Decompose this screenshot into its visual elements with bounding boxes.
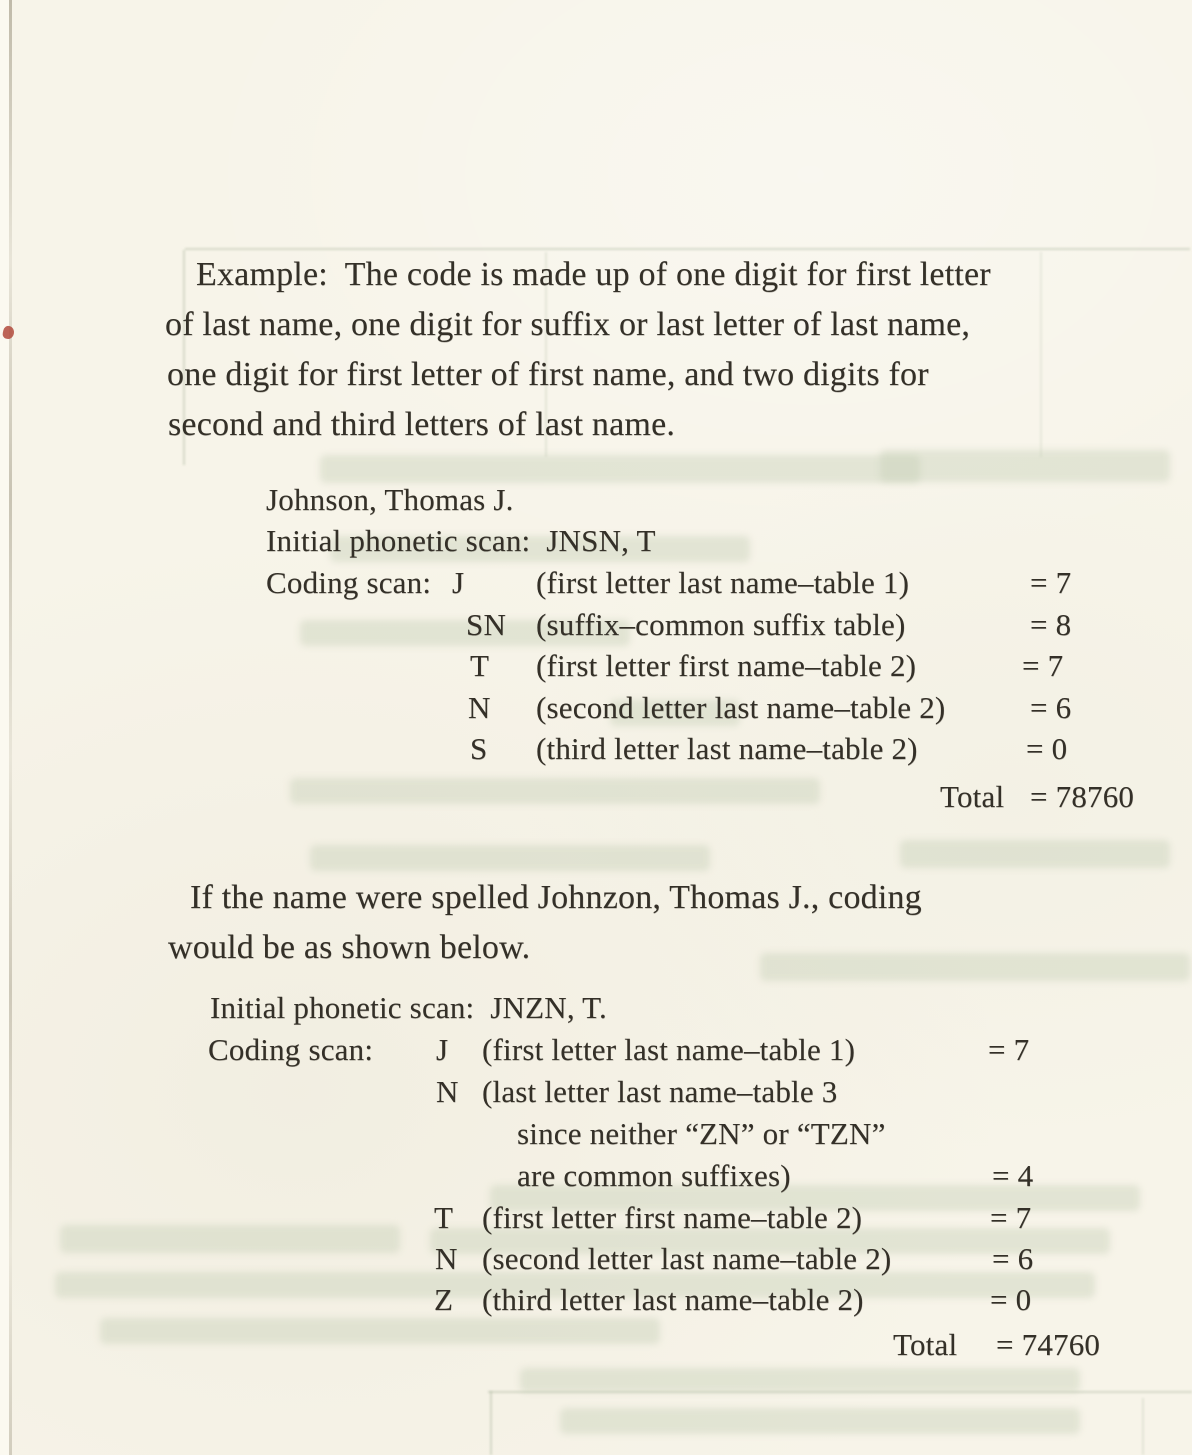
total-label: Total: [940, 779, 1005, 814]
coding-value: = 4: [992, 1158, 1034, 1193]
coding-scan-label: Coding scan:: [208, 1032, 374, 1067]
bleed-through-line: [1040, 252, 1042, 457]
bleed-through-line: [1142, 1398, 1144, 1455]
paragraph-line: one digit for first letter of first name, and two digits for: [167, 356, 929, 393]
bleed-through-text: [760, 953, 1190, 981]
coding-value: = 6: [992, 1241, 1034, 1276]
paragraph-line: of last name, one digit for suffix or last letter of last name,: [165, 306, 971, 343]
coding-value: = 6: [1030, 690, 1072, 725]
coding-letter: S: [470, 731, 488, 766]
coding-desc: (second letter last name–table 2): [482, 1241, 892, 1276]
coding-letter: Z: [434, 1282, 454, 1317]
coding-row: [0, 648, 1192, 688]
coding-desc: are common suffixes): [517, 1158, 791, 1193]
coding-value: = 7: [1030, 565, 1072, 600]
total-row: [0, 779, 1192, 819]
coding-row: [0, 1032, 1192, 1072]
example2-initial-scan: Initial phonetic scan: JNZN, T.: [210, 990, 607, 1025]
red-ink-mark: [2, 325, 15, 340]
coding-row: [0, 690, 1192, 730]
coding-desc: (first letter last name–table 1): [482, 1032, 856, 1067]
total-value: = 78760: [1030, 779, 1135, 814]
coding-value: = 7: [988, 1032, 1030, 1067]
coding-desc: since neither “ZN” or “TZN”: [517, 1116, 886, 1151]
paragraph-line: would be as shown below.: [168, 929, 531, 966]
coding-value: = 0: [990, 1282, 1032, 1317]
coding-letter: N: [436, 1074, 459, 1109]
coding-row: [0, 1241, 1192, 1281]
coding-value: = 7: [1022, 648, 1064, 683]
paragraph-line: If the name were spelled Johnzon, Thomas J., coding: [190, 879, 922, 916]
coding-desc: (last letter last name–table 3: [482, 1074, 838, 1109]
coding-row: [0, 607, 1192, 647]
coding-letter: T: [470, 648, 490, 683]
bleed-through-text: [310, 845, 710, 871]
coding-desc-continuation: [0, 1116, 1192, 1156]
example1-name: Johnson, Thomas J.: [266, 482, 514, 517]
bleed-through-text: [560, 1408, 1080, 1434]
bleed-through-line: [185, 248, 1190, 250]
coding-desc: (third letter last name–table 2): [482, 1282, 864, 1317]
coding-letter: N: [468, 690, 491, 725]
coding-letter: T: [434, 1200, 454, 1235]
total-label: Total: [893, 1327, 958, 1362]
coding-value: = 8: [1030, 607, 1072, 642]
coding-letter: SN: [466, 607, 507, 642]
bleed-through-text: [880, 450, 1170, 482]
coding-desc-continuation: [0, 1158, 1192, 1198]
coding-row: [0, 565, 1192, 605]
paragraph-line: Example: The code is made up of one digit for first letter: [196, 256, 991, 293]
coding-letter: N: [435, 1241, 458, 1276]
coding-row: [0, 1200, 1192, 1240]
total-value: = 74760: [996, 1327, 1101, 1362]
coding-letter: J: [436, 1032, 449, 1067]
coding-scan-label: Coding scan:: [266, 565, 432, 600]
coding-desc: (first letter first name–table 2): [482, 1200, 863, 1235]
coding-row: [0, 1282, 1192, 1322]
coding-row: [0, 731, 1192, 771]
total-row: [0, 1327, 1192, 1367]
paragraph-line: second and third letters of last name.: [168, 406, 676, 443]
bleed-through-text: [320, 455, 920, 483]
coding-desc: (suffix–common suffix table): [536, 607, 906, 642]
coding-letter: J: [452, 565, 465, 600]
coding-value: = 0: [1026, 731, 1068, 766]
coding-row: [0, 1074, 1192, 1114]
example1-initial-scan: Initial phonetic scan: JNSN, T: [266, 523, 656, 558]
coding-desc: (first letter last name–table 1): [536, 565, 910, 600]
coding-desc: (first letter first name–table 2): [536, 648, 917, 683]
bleed-through-line: [490, 1391, 492, 1455]
coding-desc: (second letter last name–table 2): [536, 690, 946, 725]
bleed-through-text: [900, 840, 1170, 868]
bleed-through-text: [520, 1368, 1080, 1392]
coding-desc: (third letter last name–table 2): [536, 731, 918, 766]
coding-value: = 7: [990, 1200, 1032, 1235]
